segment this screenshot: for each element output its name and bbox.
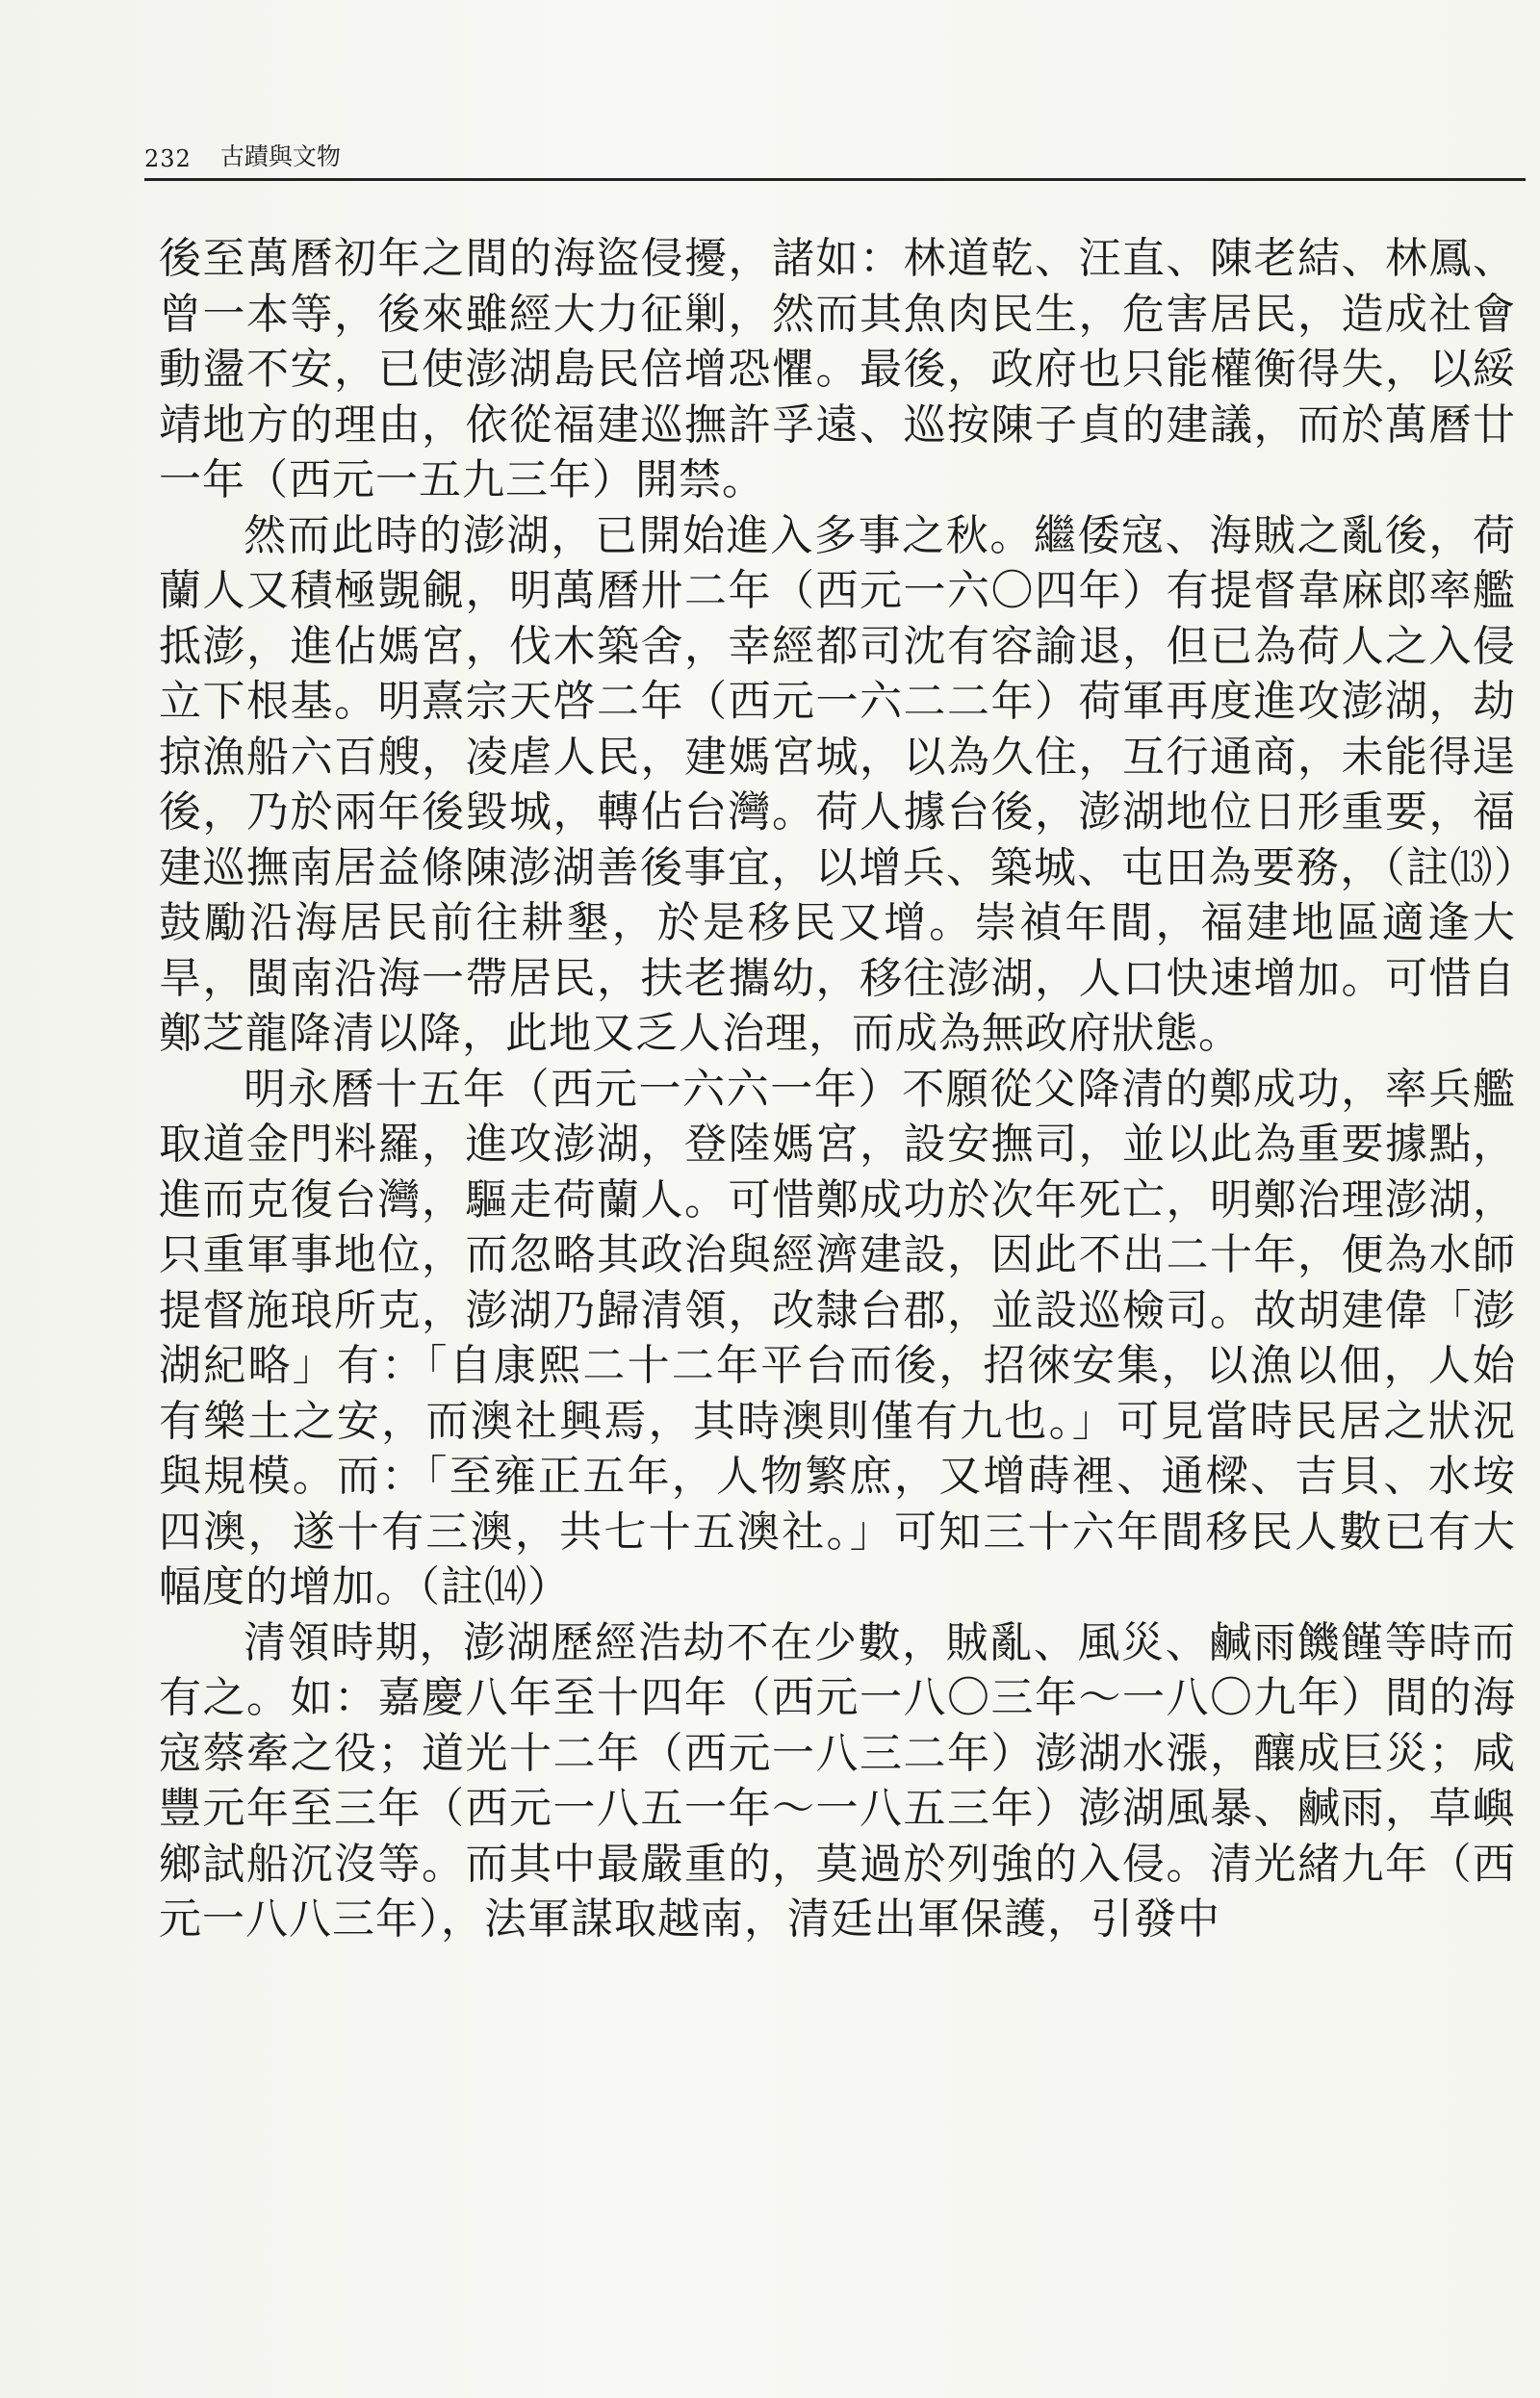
running-header (144, 139, 1526, 181)
paragraph: 清領時期，澎湖歷經浩劫不在少數，賊亂、風災、鹹雨饑饉等時而有之。如：嘉慶八年至十四年（西元一八〇三年～一八〇九年）間的海寇蔡牽之役；道光十二年（西元一八三二年）澎湖水漲，釀成巨災；咸豐元年至三年（西元一八五一年～一八五三年）澎湖風暴、鹹雨，草嶼鄉試船沉沒等。而其中最嚴重的，莫過於列強的入侵。清光緒九年（西元一八八三年），法軍謀取越南，清廷出軍保護，引發中 (159, 1617, 1516, 1944)
paragraph: 然而此時的澎湖，已開始進入多事之秋。繼倭寇、海賊之亂後，荷蘭人又積極覬覦，明萬曆卅二年（西元一六〇四年）有提督韋麻郎率艦抵澎，進佔媽宮，伐木築舍，幸經都司沈有容諭退，但已為荷人之入侵立下根基。明熹宗天啓二年（西元一六二二年）荷軍再度進攻澎湖，劫掠漁船六百艘，凌虐人民，建媽宮城，以為久住，互行通商，未能得逞後，乃於兩年後毀城，轉佔台灣。荷人據台後，澎湖地位日形重要，福建巡撫南居益條陳澎湖善後事宜，以增兵、築城、屯田為要務，（註⒀）鼓勵沿海居民前往耕墾，於是移民又增。崇禎年間，福建地區適逢大旱，閩南沿海一帶居民，扶老攜幼，移往澎湖，人口快速增加。可惜自鄭芝龍降清以降，此地又乏人治理，而成為無政府狀態。 (159, 510, 1516, 1058)
running-title: 古蹟與文物 (219, 142, 341, 170)
body-text (159, 231, 1516, 1947)
page-number: 232 (144, 145, 192, 172)
paragraph-continued: 後至萬曆初年之間的海盜侵擾，諸如：林道乾、汪直、陳老結、林鳳、曾一本等，後來雖經大力征剿，然而其魚肉民生，危害居民，造成社會動盪不安，已使澎湖島民倍增恐懼。最後，政府也只能權衡得失，以綏靖地方的理由，依從福建巡撫許孚遠、巡按陳子貞的建議，而於萬曆廿一年（西元一五九三年）開禁。 (159, 234, 1516, 504)
paragraph: 明永曆十五年（西元一六六一年）不願從父降清的鄭成功，率兵艦取道金門料羅，進攻澎湖，登陸媽宮，設安撫司，並以此為重要據點，進而克復台灣，驅走荷蘭人。可惜鄭成功於次年死亡，明鄭治理澎湖，只重軍事地位，而忽略其政治與經濟建設，因此不出二十年，便為水師提督施琅所克，澎湖乃歸清領，改隸台郡，並設巡檢司。故胡建偉「澎湖紀略」有：「自康熙二十二年平台而後，招徠安集，以漁以佃，人始有樂土之安，而澳社興焉，其時澳則僅有九也。」可見當時民居之狀況與規模。而：「至雍正五年，人物繁庶，又增蒔裡、通樑、吉貝、水垵四澳，遂十有三澳，共七十五澳社。」可知三十六年間移民人數已有大幅度的增加。（註⒁） (159, 1064, 1516, 1612)
